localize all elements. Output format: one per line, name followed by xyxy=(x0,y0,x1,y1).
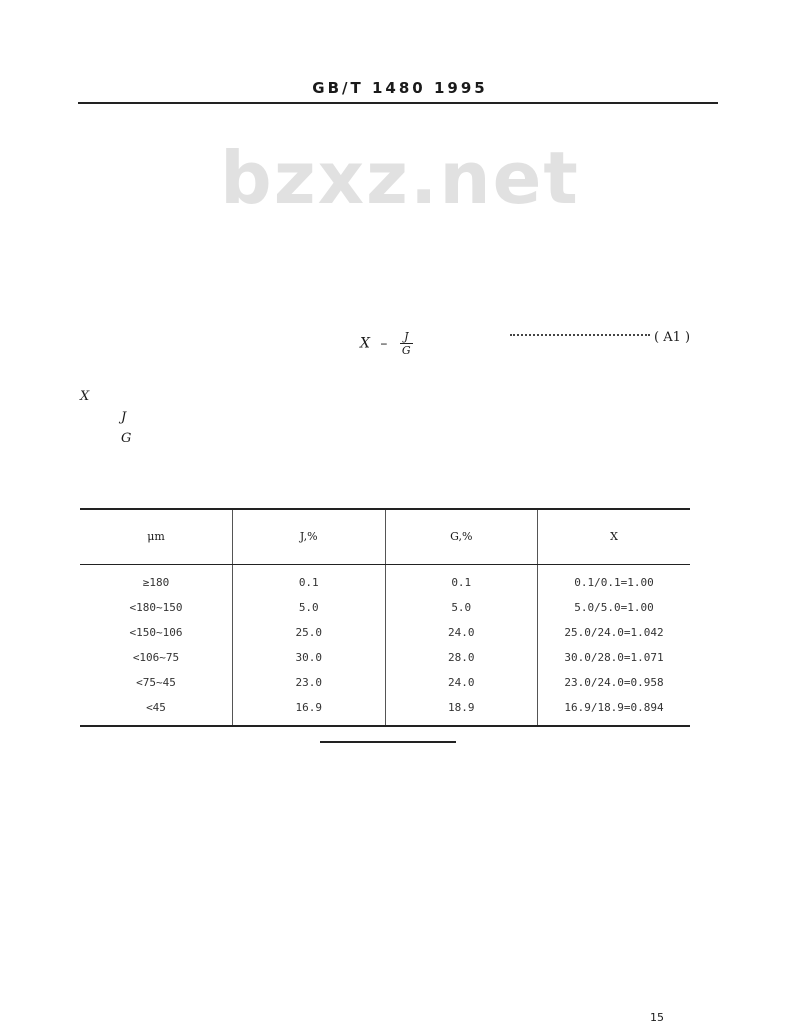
table-header: X xyxy=(538,509,691,565)
table-cell: <180~150 xyxy=(129,601,183,614)
table-cell: 18.9 xyxy=(385,695,538,726)
table-cell: 23.0 xyxy=(233,670,386,695)
table-row xyxy=(80,620,690,645)
table-cell: 25.0 xyxy=(233,620,386,645)
table-cell: 23.0/24.0=0.958 xyxy=(538,670,691,695)
formula-a1 xyxy=(360,330,413,357)
table-cell: <75~45 xyxy=(136,676,176,689)
table-cell: 5.0 xyxy=(385,595,538,620)
table-cell: 28.0 xyxy=(385,645,538,670)
table-row xyxy=(80,670,690,695)
table-cell: 16.9 xyxy=(233,695,386,726)
table-cell: <150~106 xyxy=(129,626,183,639)
formula-leader-dots xyxy=(510,334,650,336)
table-row xyxy=(80,565,690,596)
table-cell: 25.0/24.0=1.042 xyxy=(538,620,691,645)
table-cell: <106~75 xyxy=(132,651,180,664)
table-cell: 30.0/28.0=1.071 xyxy=(538,645,691,670)
end-rule xyxy=(320,741,456,743)
formula-operator: – xyxy=(380,335,388,352)
formula-lhs: X xyxy=(360,335,370,352)
definition-g: G xyxy=(121,431,132,446)
table-row xyxy=(80,595,690,620)
table-cell: <45 xyxy=(80,695,233,726)
table-cell: 16.9/18.9=0.894 xyxy=(538,695,691,726)
table-header-row xyxy=(80,509,690,565)
correction-table xyxy=(80,508,690,727)
table-row xyxy=(80,695,690,726)
table-cell: 24.0 xyxy=(385,620,538,645)
definitions xyxy=(80,386,720,449)
table-cell: 30.0 xyxy=(233,645,386,670)
definition-j: J xyxy=(121,410,127,425)
table-header: J,% xyxy=(233,509,386,565)
table-cell: 5.0/5.0=1.00 xyxy=(538,595,691,620)
table-cell: 24.0 xyxy=(385,670,538,695)
table-cell: 0.1 xyxy=(385,565,538,596)
table-cell: 0.1/0.1=1.00 xyxy=(538,565,691,596)
table-header: μm xyxy=(80,509,233,565)
standard-code: GB/T 1480 1995 xyxy=(312,79,488,97)
header-rule xyxy=(78,102,718,104)
watermark-logo: bzxz.net xyxy=(220,136,580,220)
table-row xyxy=(80,645,690,670)
table-cell: ≥180 xyxy=(142,576,170,589)
page-number: 15 xyxy=(650,1011,664,1024)
table-header: G,% xyxy=(385,509,538,565)
table-cell: 0.1 xyxy=(233,565,386,596)
definition-x: X xyxy=(80,389,90,404)
formula-denominator: G xyxy=(401,344,411,357)
formula-fraction xyxy=(400,330,413,357)
formula-ref: ( A1 ) xyxy=(654,330,691,345)
table-cell: 5.0 xyxy=(233,595,386,620)
formula-numerator: J xyxy=(400,330,413,344)
